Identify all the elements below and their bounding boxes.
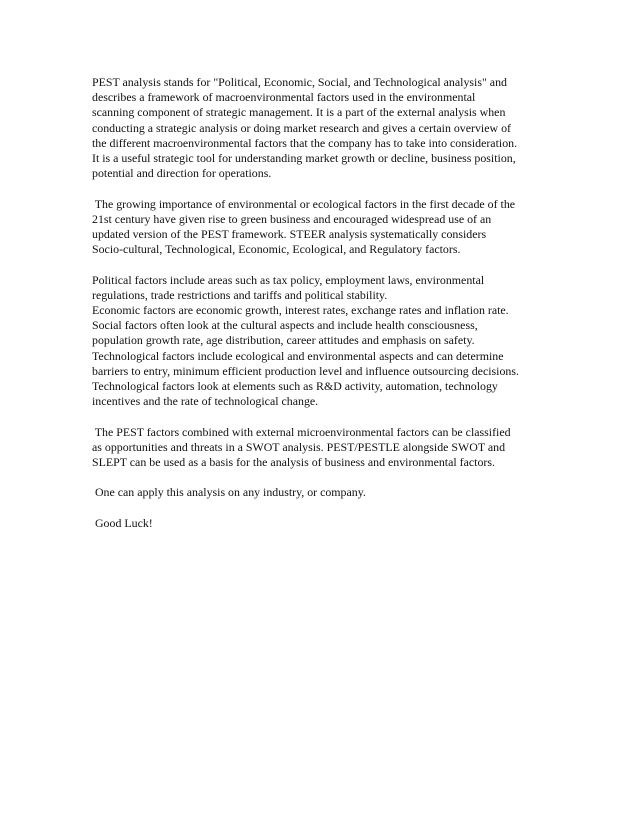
text-line: The growing importance of environmental or ecological factors in the first decade of the xyxy=(92,196,516,211)
text-line: Technological factors include ecological and environmental aspects and can determine xyxy=(92,348,504,363)
text-line: Social factors often look at the cultural aspects and include health consciousness, xyxy=(92,318,478,333)
text-line: It is a useful strategic tool for understanding market growth or decline, business position, xyxy=(92,151,516,166)
text-line: regulations, trade restrictions and tariffs and political stability. xyxy=(92,287,388,302)
text-line: scanning component of strategic management. It is a part of the external analysis when xyxy=(92,105,506,120)
paragraph-steer xyxy=(92,197,562,258)
paragraph-swot xyxy=(92,425,562,471)
paragraph-closing xyxy=(92,516,562,531)
text-line: Technological factors look at elements such as R&D activity, automation, technology xyxy=(92,379,498,394)
text-line: updated version of the PEST framework. STEER analysis systematically considers xyxy=(92,227,487,242)
paragraph-factors xyxy=(92,273,562,410)
text-line: Political factors include areas such as tax policy, employment laws, environmental xyxy=(92,272,485,287)
text-line: barriers to entry, minimum efficient production level and influence outsourcing decisions. xyxy=(92,363,519,378)
document-body xyxy=(92,75,562,546)
paragraph-pest-definition xyxy=(92,75,562,181)
text-line: potential and direction for operations. xyxy=(92,166,272,181)
text-line: PEST analysis stands for "Political, Economic, Social, and Technological analysis" and xyxy=(92,75,507,89)
text-line: 21st century have given rise to green business and encouraged widespread use of an xyxy=(92,211,492,226)
text-line: population growth rate, age distribution, career attitudes and emphasis on safety. xyxy=(92,333,475,348)
text-line: Good Luck! xyxy=(92,515,153,530)
text-line: the different macroenvironmental factors that the company has to take into consideration. xyxy=(92,135,518,150)
text-line: Economic factors are economic growth, interest rates, exchange rates and inflation rate. xyxy=(92,303,509,318)
text-line: Socio-cultural, Technological, Economic, Ecological, and Regulatory factors. xyxy=(92,242,461,257)
text-line: The PEST factors combined with external microenvironmental factors can be classified xyxy=(92,424,511,439)
text-line: One can apply this analysis on any industry, or company. xyxy=(92,485,366,500)
text-line: as opportunities and threats in a SWOT analysis. PEST/PESTLE alongside SWOT and xyxy=(92,439,506,454)
text-line: conducting a strategic analysis or doing market research and gives a certain overview of xyxy=(92,120,511,135)
text-line: describes a framework of macroenvironmental factors used in the environmental xyxy=(92,90,476,105)
text-line: incentives and the rate of technological change. xyxy=(92,394,319,409)
paragraph-apply xyxy=(92,485,562,500)
text-line: SLEPT can be used as a basis for the analysis of business and environmental factors. xyxy=(92,455,495,470)
